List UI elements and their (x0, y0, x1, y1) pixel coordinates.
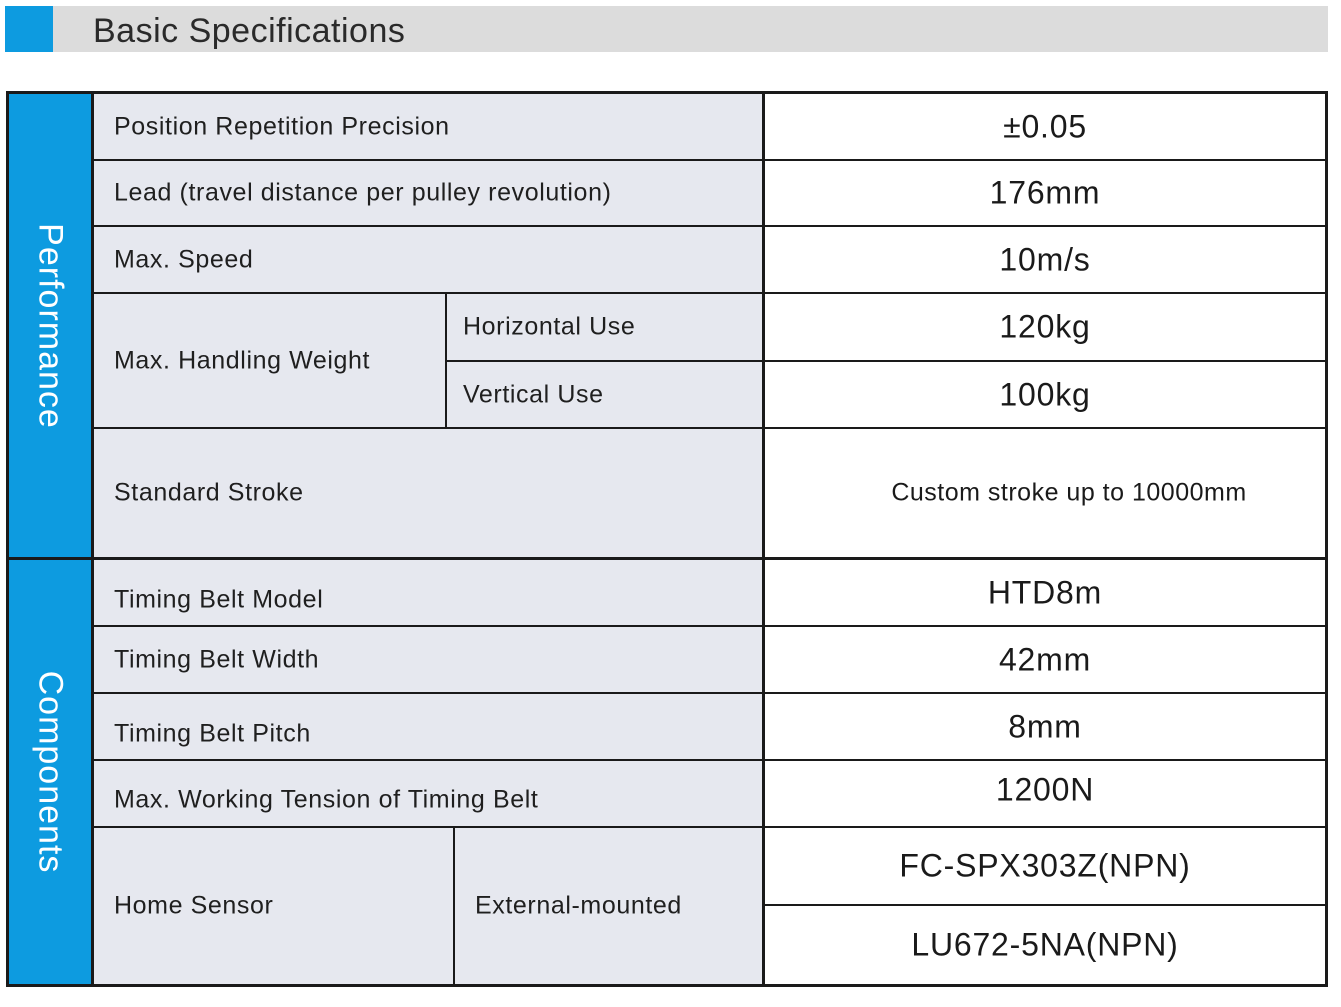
row-label-max-speed: Max. Speed (94, 227, 764, 294)
row-value-home-sensor-2: LU672-5NA(NPN) (762, 906, 1325, 984)
row-value-belt-pitch: 8mm (762, 694, 1325, 761)
row-label-home-sensor: Home Sensor (94, 828, 455, 984)
row-label-standard-stroke: Standard Stroke (94, 429, 764, 560)
row-label-belt-pitch: Timing Belt Pitch (94, 694, 764, 761)
row-value-standard-stroke: Custom stroke up to 10000mm (762, 429, 1325, 560)
row-sublabel-horizontal-use: Horizontal Use (445, 294, 764, 362)
section-header (5, 6, 1328, 52)
row-label-handling-weight: Max. Handling Weight (94, 294, 446, 429)
section-performance (9, 94, 94, 560)
row-value-belt-tension: 1200N (762, 761, 1325, 828)
row-label-position-repetition: Position Repetition Precision (94, 94, 764, 161)
row-label-belt-tension: Max. Working Tension of Timing Belt (94, 761, 764, 828)
row-label-belt-model: Timing Belt Model (94, 560, 764, 627)
row-label-belt-width: Timing Belt Width (94, 627, 764, 694)
page-title: Basic Specifications (93, 12, 406, 50)
row-value-horizontal-use: 120kg (762, 294, 1325, 362)
row-value-home-sensor-1: FC-SPX303Z(NPN) (762, 828, 1325, 906)
row-value-position-repetition: ±0.05 (762, 94, 1325, 161)
section-components (9, 560, 94, 984)
header-accent-block (5, 6, 53, 52)
row-sublabel-external-mounted: External-mounted (453, 828, 764, 984)
row-value-belt-width: 42mm (762, 627, 1325, 694)
row-sublabel-vertical-use: Vertical Use (445, 362, 764, 429)
row-label-lead: Lead (travel distance per pulley revolution) (94, 161, 764, 227)
row-value-lead: 176mm (762, 161, 1325, 227)
row-value-belt-model: HTD8m (762, 560, 1325, 627)
row-value-max-speed: 10m/s (762, 227, 1325, 294)
spec-table (6, 91, 1328, 987)
row-value-vertical-use: 100kg (762, 362, 1325, 429)
section-performance-label: Performance (31, 222, 70, 429)
section-components-label: Components (31, 670, 70, 874)
